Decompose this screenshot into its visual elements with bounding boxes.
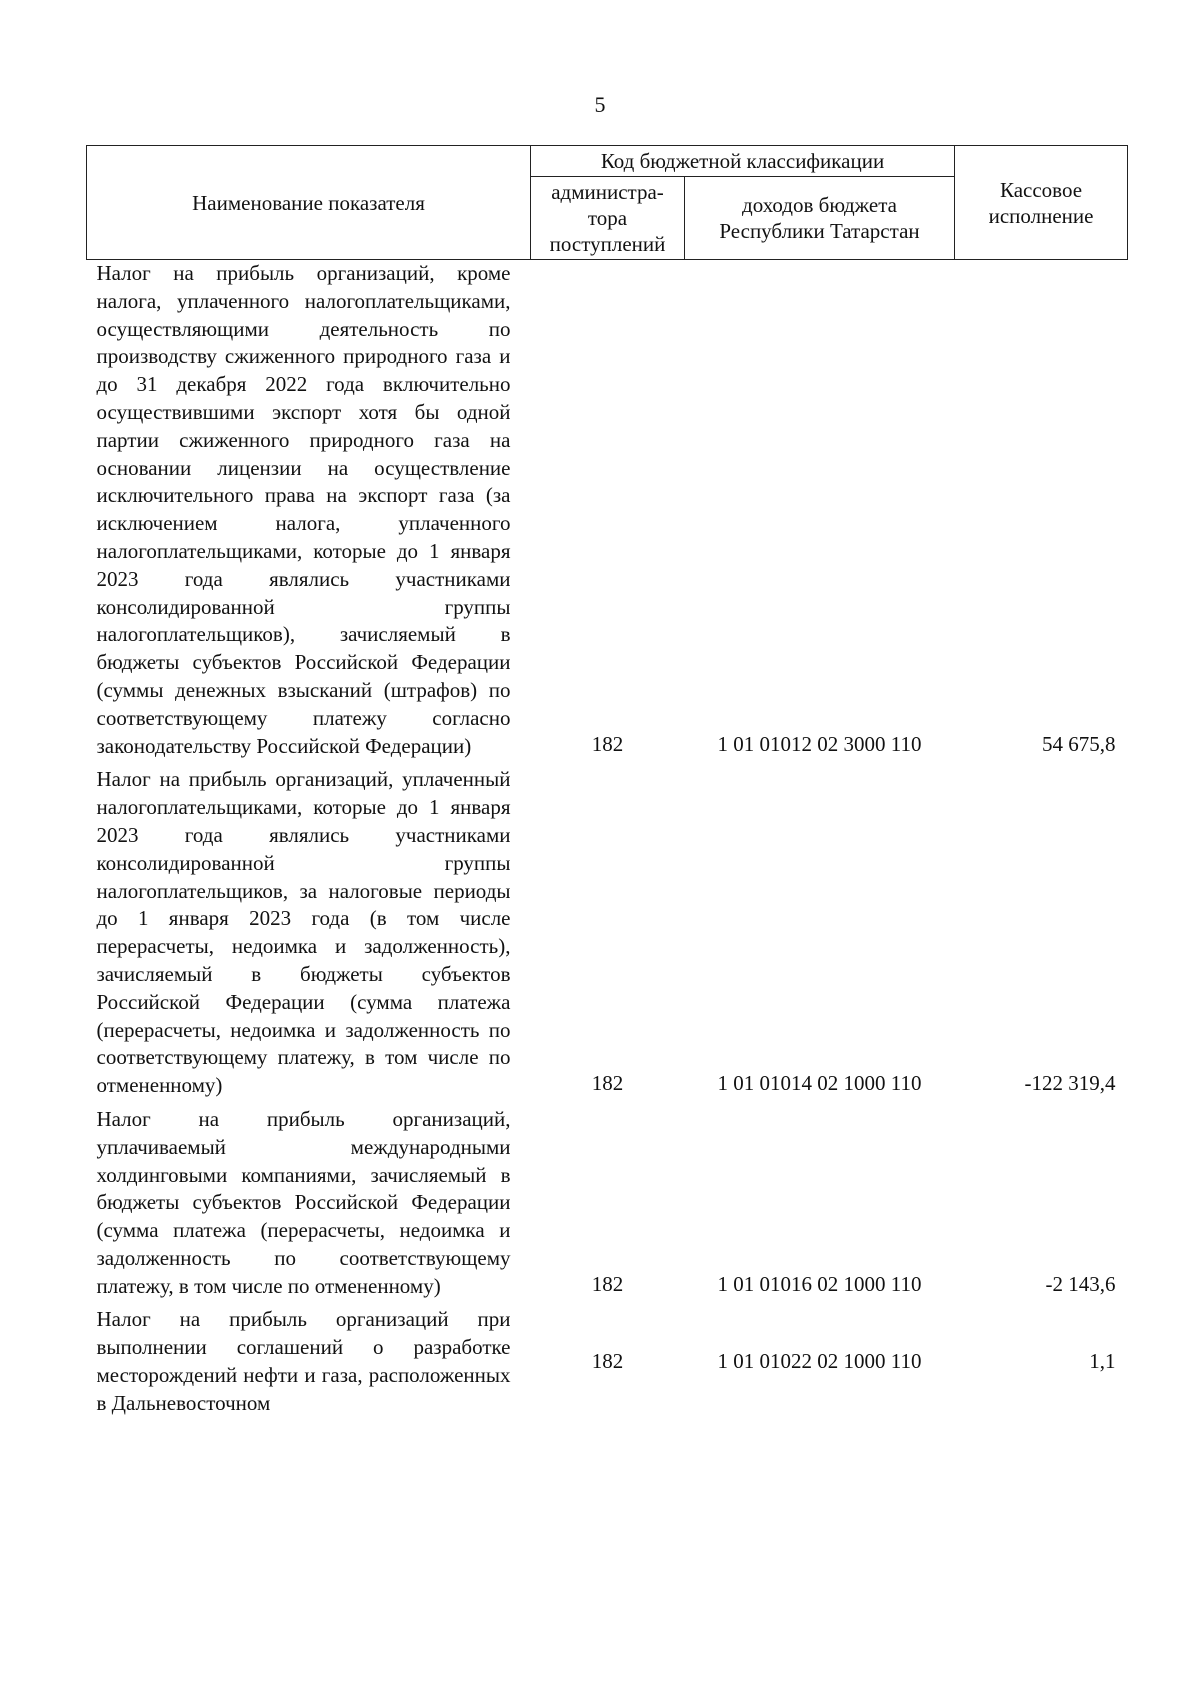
admin-code: 182 [591, 731, 624, 756]
header-indicator-name: Наименование показателя [87, 146, 531, 260]
indicator-name: Налог на прибыль организаций, кроме налога, уплаченного налогоплательщиками, осуществляющими деятельность по производству сжиженного природного газа и до 31 декабря 2022 года включительно осуществившими экспорт хотя бы одной партии сжиженного природного газа на основании лицензии на осуществление исключительного права на экспорт газа (за исключением налога, уплаченного налогоплательщиками, которые до 1 января 2023 года являлись участниками консолидированной группы налогоплательщиков), зачисляемый в бюджеты субъектов Российской Федерации (суммы денежных взысканий (штрафов) по соответствующему платежу согласно законодательству Российской Федерации) [96, 261, 511, 758]
table-row [87, 1306, 1128, 1417]
indicator-name: Налог на прибыль организаций, уплачиваемый международными холдинговыми компаниями, зачисляемый в бюджеты субъектов Российской Федерации (сумма платежа (перерасчеты, недоимка и задолженность по соответствующему платежу, в том числе по отмененному) [96, 1106, 511, 1298]
income-code: 1 01 01022 02 1000 110 [717, 1349, 922, 1374]
indicator-name: Налог на прибыль организаций, уплаченный налогоплательщиками, которые до 1 января 2023 года являлись участниками консолидированной группы налогоплательщиков, за налоговые периоды до 1 января 2023 года (в том числе перерасчеты, недоимка и задолженность), зачисляемый в бюджеты субъектов Российской Федерации (сумма платежа (перерасчеты, недоимка и задолженность по соответствующему платежу, в том числе по отмененному) [96, 767, 511, 1098]
header-execution: Кассовое исполнение [955, 146, 1128, 260]
header-admin: администра-тора поступлений [531, 177, 685, 260]
header-code-group: Код бюджетной классификации [531, 146, 955, 177]
execution-value: 1,1 [1089, 1349, 1116, 1374]
execution-value: -122 319,4 [1024, 1071, 1116, 1096]
page-number: 5 [594, 92, 606, 117]
table-row [87, 1106, 1128, 1307]
table-row [87, 260, 1128, 767]
indicator-name: Налог на прибыль организаций при выполнении соглашений о разработке месторождений нефти и газа, расположенных в Дальневосточном [96, 1307, 511, 1415]
income-code: 1 01 01012 02 3000 110 [717, 731, 922, 756]
execution-value: 54 675,8 [1042, 731, 1116, 756]
income-code: 1 01 01016 02 1000 110 [717, 1271, 922, 1296]
admin-code: 182 [591, 1271, 624, 1296]
budget-table [86, 145, 1128, 1418]
admin-code: 182 [591, 1349, 624, 1374]
execution-value: -2 143,6 [1045, 1271, 1116, 1296]
admin-code: 182 [591, 1071, 624, 1096]
table-row [87, 766, 1128, 1106]
income-code: 1 01 01014 02 1000 110 [717, 1071, 922, 1096]
header-income: доходов бюджета Республики Татарстан [685, 177, 955, 260]
